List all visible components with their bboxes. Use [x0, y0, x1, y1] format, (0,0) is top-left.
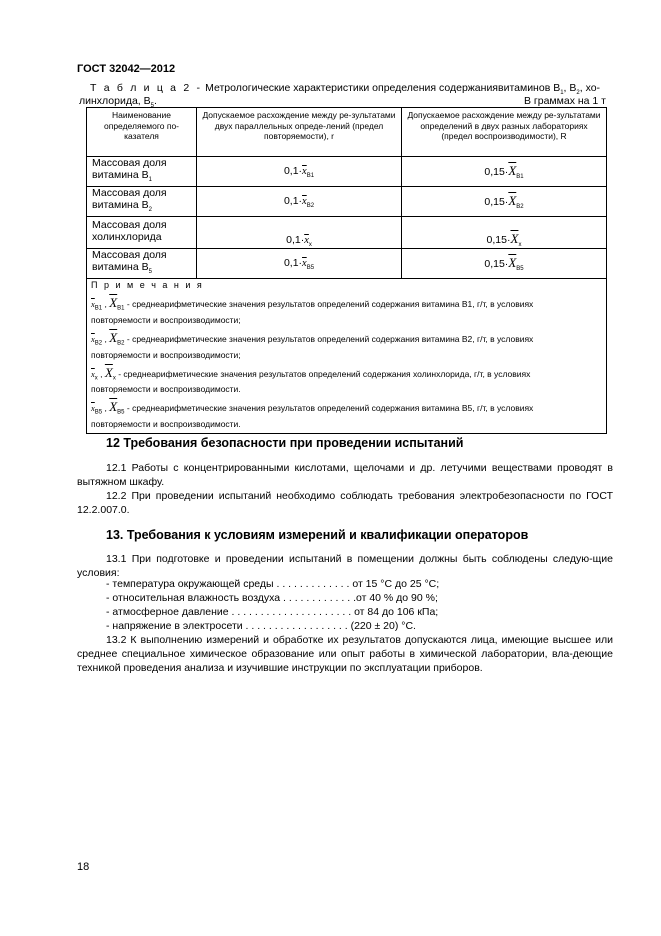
mean-symbol: $\overline{X}$	[510, 231, 519, 247]
note-sub: x	[94, 375, 98, 382]
note-symbol: $\overline{x}$	[91, 368, 95, 379]
mean-symbol: $\overline{x}$	[302, 195, 307, 207]
note-sub: B5	[117, 410, 125, 417]
indicator-name	[87, 187, 197, 217]
note-symbol: $\overline{X}$	[109, 329, 118, 345]
note-item: $\overline{x}_{B5}$ , $\overline{X}_{B5}$ - среднеарифметические значения результатов определений содержания витамина В5, г/т, в условиях повторяемости и воспроизводимости.	[91, 399, 534, 430]
note-sub: B1	[94, 305, 103, 312]
table-caption-line2: линхлорида, $В_5$. В граммах на 1 т	[79, 95, 606, 110]
notes-cell	[87, 279, 607, 434]
mean-sub: x	[518, 242, 522, 249]
indicator-name-line2: витамина В	[92, 199, 149, 212]
note-symbol: $\overline{X}$	[109, 295, 118, 311]
notes-title: П р и м е ч а н и я	[91, 280, 204, 291]
metrology-table	[86, 107, 607, 434]
condition-item: - температура окружающей среды . . . . . . . . . . . . . от 15 °С до 25 °С;	[106, 578, 440, 590]
column-header: Допускаемое расхождение между ре-зультатами определений в двух разных лабораториях (предел воспроизводимости), R	[402, 108, 607, 157]
document-header: ГОСТ 32042—2012	[77, 63, 176, 75]
section-12-paragraph-1: 12.1 Работы с концентрированными кислотами, щелочами и др. летучими веществами проводят в вытяжном шкафу.	[77, 462, 613, 488]
note-symbol: $\overline{X}$	[109, 399, 118, 415]
note-text-line2: повторяемости и воспроизводимости.	[91, 384, 241, 395]
indicator-sub: 1	[148, 177, 152, 184]
note-symbol: $\overline{x}$	[91, 299, 95, 310]
caption-title: Метрологические характеристики определения содержаниявитаминов В	[205, 82, 561, 94]
note-sub: B1	[117, 305, 125, 312]
note-symbol: $\overline{x}$	[91, 403, 95, 414]
table-row	[87, 249, 607, 279]
indicator-name	[87, 217, 197, 249]
table-caption	[90, 82, 606, 96]
mean-sub: B2	[516, 204, 524, 211]
note-text: - среднеарифметические значения результатов определений содержания витамина В1, г/т, в условиях	[124, 299, 534, 310]
coef: 0,1·	[283, 256, 303, 269]
reproducibility-limit	[402, 249, 607, 279]
section-13-title: 13. Требования к условиям измерений и квалификации операторов	[106, 528, 529, 542]
mean-symbol: $\overline{x}$	[302, 257, 307, 269]
coef: 0,1·	[283, 164, 303, 177]
indicator-name-line2: холинхлорида	[92, 231, 162, 244]
note-sub: B5	[94, 410, 103, 417]
section-13-paragraph-1: 13.1 При подготовке и проведении испытаний в помещении должны быть соблюдены следую-щие условия:	[77, 553, 613, 579]
coef: 0,15·	[484, 196, 509, 209]
note-item: $\overline{x}_{B2}$ , $\overline{X}_{B2}$ - среднеарифметические значения результатов определений содержания витамина В2, г/т, в условиях повторяемости и воспроизводимости;	[91, 329, 534, 360]
repeatability-limit	[197, 249, 402, 279]
note-text: - среднеарифметические значения результатов определений содержания холинхлорида, г/т, в условиях	[115, 368, 531, 379]
mean-sub: B1	[516, 174, 524, 181]
page-number: 18	[77, 861, 90, 873]
note-text-line2: повторяемости и воспроизводимости;	[91, 314, 241, 325]
mean-sub: B5	[306, 264, 315, 271]
section-12-title: 12 Требования безопасности при проведении испытаний	[106, 436, 464, 450]
note-sub: B2	[94, 340, 103, 347]
table-header-row	[87, 108, 607, 157]
indicator-sub: 5	[148, 269, 152, 276]
note-text-line2: повторяемости и воспроизводимости.	[91, 419, 241, 430]
indicator-name-line2: витамина В	[92, 169, 149, 181]
column-header: Наименование определяемого по-казателя	[87, 108, 197, 157]
mean-symbol: $\overline{X}$	[508, 255, 517, 271]
caption-sub: 2	[576, 90, 580, 97]
caption-sub: 5	[150, 103, 154, 110]
note-text: - среднеарифметические значения результатов определений содержания витамина В2, г/т, в условиях	[124, 333, 534, 344]
indicator-name-line1: Массовая доля	[92, 157, 167, 169]
section-12-paragraph-2: 12.2 При проведении испытаний необходимо соблюдать требования электробезопасности по ГОСТ 12.2.007.0.	[77, 490, 613, 516]
note-item: $\overline{x}_x$ , $\overline{X}_x$ - среднеарифметические значения результатов определений содержания холинхлорида, г/т, в условиях повторяемости и воспроизводимости.	[91, 364, 531, 395]
indicator-name	[87, 249, 197, 279]
note-sub: x	[112, 375, 116, 382]
condition-item: - напряжение в электросети . . . . . . . . . . . . . . . . . . (220 ± 20) °С.	[106, 620, 416, 632]
caption-title-line2: линхлорида, В	[79, 95, 151, 107]
note-sub: B2	[117, 340, 125, 347]
note-item: $\overline{x}_{B1}$ , $\overline{X}_{B1}$ - среднеарифметические значения результатов определений содержания витамина В1, г/т, в условиях повторяемости и воспроизводимости;	[91, 295, 534, 325]
coef: 0,1·	[283, 194, 303, 207]
mean-symbol: $\overline{X}$	[508, 163, 517, 178]
mean-symbol: $\overline{x}$	[302, 165, 307, 177]
coef: 0,15·	[484, 258, 509, 271]
note-text: - среднеарифметические значения результатов определений содержания витамина В5, г/т, в условиях	[124, 403, 534, 414]
repeatability-limit	[197, 217, 402, 249]
table-row	[87, 157, 607, 187]
table-row	[87, 217, 607, 249]
indicator-name-line1: Массовая доля	[92, 187, 167, 200]
mean-sub: B1	[306, 172, 315, 179]
indicator-name-line1: Массовая доля	[92, 249, 167, 262]
indicator-name-line2: витамина В	[92, 261, 149, 274]
caption-units: В граммах на 1 т	[524, 95, 606, 107]
notes-row	[87, 279, 607, 434]
mean-symbol: $\overline{x}$	[304, 235, 309, 247]
coef: 0,1·	[286, 234, 305, 247]
mean-sub: B2	[306, 202, 315, 209]
reproducibility-limit	[402, 187, 607, 217]
reproducibility-limit	[402, 217, 607, 249]
note-symbol: $\overline{X}$	[104, 364, 113, 380]
mean-symbol: $\overline{X}$	[508, 193, 517, 209]
indicator-sub: 2	[148, 207, 152, 214]
coef: 0,15·	[484, 166, 509, 178]
condition-item: - атмосферное давление . . . . . . . . . . . . . . . . . . . . . от 84 до 106 кПа;	[106, 606, 439, 618]
condition-item: - относительная влажность воздуха . . . . . . . . . . . . .от 40 % до 90 %;	[106, 592, 438, 604]
caption-title-tail: , хо-	[579, 82, 601, 94]
caption-title-tail: , В	[563, 82, 577, 94]
mean-sub: B5	[516, 266, 524, 273]
caption-label: Т а б л и ц а 2 -	[90, 82, 203, 94]
table-row	[87, 187, 607, 217]
section-13-paragraph-2: 13.2 К выполнению измерений и обработке их результатов допускаются лица, имеющие высшее или среднее специальное химическое образование или опыт работы в химической лаборатории, вла-деющие техникой проведения анализа и изучившие инструкции по эксплуатации приборов.	[77, 634, 613, 674]
column-header: Допускаемое расхождение между ре-зультатами двух параллельных опреде-лений (предел повторяемости), r	[197, 108, 402, 157]
note-text-line2: повторяемости и воспроизводимости;	[91, 349, 241, 360]
indicator-name-line1: Массовая доля	[92, 219, 167, 232]
indicator-name	[87, 157, 197, 187]
note-symbol: $\overline{x}$	[91, 333, 95, 344]
mean-sub: x	[308, 242, 312, 249]
reproducibility-limit	[402, 157, 607, 187]
repeatability-limit	[197, 187, 402, 217]
repeatability-limit	[197, 157, 402, 187]
caption-sub: 1	[560, 90, 564, 97]
coef: 0,15·	[486, 234, 511, 247]
